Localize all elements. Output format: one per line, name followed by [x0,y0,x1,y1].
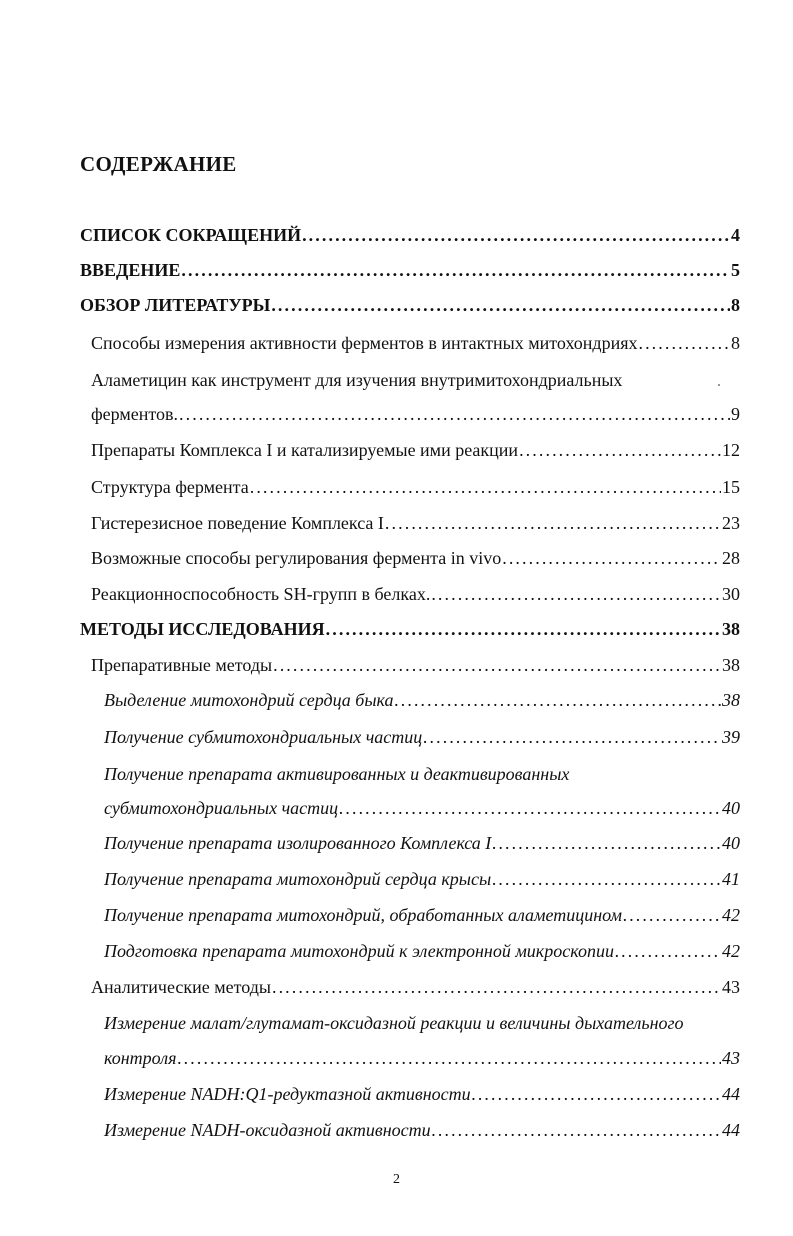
toc-entry-page: 44 [722,1120,740,1140]
toc-entry-analytic-3[interactable] [104,1120,740,1150]
toc-leader-dots [615,941,721,962]
toc-entry-page: 40 [722,798,740,818]
toc-leader-dots [273,655,721,676]
toc-leader-dots [250,477,721,498]
toc-leader-dots [472,1084,721,1105]
toc-leader-dots [181,260,730,281]
toc-entry-page: 42 [722,905,740,925]
toc-leader-dots [623,905,721,926]
toc-leader-dots [272,977,721,998]
toc-entry-page: 5 [731,260,740,280]
toc-entry-review-2[interactable] [91,404,740,434]
toc-entry-label: Структура фермента [91,477,249,497]
toc-entry-page: 8 [731,333,740,353]
toc-leader-dots [395,690,721,711]
toc-entry-analytic-1-line1[interactable]: Измерение малат/глутамат-оксидазной реакции и величины дыхательного [104,1013,684,1033]
toc-entry-page: 12 [722,440,740,460]
page-title: СОДЕРЖАНИЕ [80,152,237,176]
toc-entry-prep-2[interactable] [104,727,740,757]
toc-leader-dots [638,333,730,354]
toc-entry-page: 43 [722,977,740,997]
toc-entry-prep-6[interactable] [104,905,740,935]
toc-entry-page: 38 [722,619,740,639]
toc-entry-label: Измерение NADH:Q1-редуктазной активности [104,1084,471,1104]
toc-entry-prep[interactable] [91,655,740,685]
toc-leader-dots [177,1048,721,1069]
toc-entry-label: Выделение митохондрий сердца быка [104,690,394,710]
toc-entry-page: 39 [722,727,740,747]
toc-entry-label: Аналитические методы [91,977,271,997]
toc-entry-label: субмитохондриальных частиц [104,798,339,818]
toc-leader-dots [179,404,730,425]
toc-entry-review-5[interactable] [91,513,740,543]
toc-entry-label: Возможные способы регулирования фермента in vivo [91,548,502,568]
toc-entry-page: 40 [722,833,740,853]
toc-entry-review-1[interactable] [91,333,740,363]
toc-entry-analytic-1[interactable] [104,1048,740,1078]
toc-entry-page: 44 [722,1084,740,1104]
toc-entry-label: Гистерезисное поведение Комплекса I [91,513,384,533]
toc-entry-label: ОБЗОР ЛИТЕРАТУРЫ [80,295,271,315]
toc-entry-label: ферментов. [91,404,179,424]
toc-entry-label: ВВЕДЕНИЕ [80,260,181,280]
toc-entry-review-3[interactable] [91,440,740,470]
toc-leader-dots [271,295,730,316]
toc-entry-review-6[interactable] [91,548,740,578]
toc-entry-label: Получение препарата митохондрий, обработанных аламетицином [104,905,622,925]
toc-entry-review[interactable] [80,295,740,325]
toc-entry-page: 38 [722,690,740,710]
toc-leader-dots [385,513,721,534]
toc-leader-dots [432,1120,721,1141]
toc-entry-methods[interactable] [80,619,740,649]
toc-entry-analytic-2[interactable] [104,1084,740,1114]
toc-leader-dots [339,798,721,819]
toc-entry-page: 15 [722,477,740,497]
toc-entry-label: Получение субмитохондриальных частиц [104,727,423,747]
toc-entry-prep-7[interactable] [104,941,740,971]
toc-entry-abbreviations[interactable] [80,225,740,255]
toc-entry-page: 41 [722,869,740,889]
toc-entry-page: 23 [722,513,740,533]
toc-entry-prep-1[interactable] [104,690,740,720]
scan-speck [718,384,720,386]
toc-entry-label: Реакционноспособность SH-групп в белках. [91,584,431,604]
toc-entry-review-7[interactable] [91,584,740,614]
toc-entry-page: 43 [722,1048,740,1068]
toc-entry-label: Получение препарата митохондрий сердца крысы [104,869,492,889]
toc-entry-page: 8 [731,295,740,315]
toc-entry-label: Способы измерения активности ферментов в интактных митохондриях [91,333,638,353]
toc-entry-prep-5[interactable] [104,869,740,899]
toc-leader-dots [423,727,721,748]
toc-entry-label: Препараты Комплекса I и катализируемые ими реакции [91,440,519,460]
toc-entry-analytic[interactable] [91,977,740,1007]
toc-entry-review-2-line1[interactable]: Аламетицин как инструмент для изучения внутримитохондриальных [91,370,623,390]
toc-entry-page: 28 [722,548,740,568]
toc-entry-page: 4 [731,225,740,245]
toc-entry-prep-3[interactable] [104,798,740,828]
toc-leader-dots [519,440,721,461]
toc-leader-dots [326,619,721,640]
toc-entry-label: Препаративные методы [91,655,273,675]
toc-entry-label: СПИСОК СОКРАЩЕНИЙ [80,225,302,245]
page-number: 2 [393,1172,400,1187]
toc-entry-label: контроля [104,1048,177,1068]
toc-leader-dots [502,548,721,569]
toc-leader-dots [431,584,721,605]
toc-entry-label: МЕТОДЫ ИССЛЕДОВАНИЯ [80,619,325,639]
toc-entry-label: Измерение NADH-оксидазной активности [104,1120,431,1140]
toc-entry-introduction[interactable] [80,260,740,290]
toc-entry-page: 30 [722,584,740,604]
toc-leader-dots [302,225,730,246]
toc-entry-prep-4[interactable] [104,833,740,863]
toc-entry-prep-3-line1[interactable]: Получение препарата активированных и деактивированных [104,764,570,784]
toc-leader-dots [492,869,721,890]
toc-leader-dots [492,833,721,854]
toc-entry-review-4[interactable] [91,477,740,507]
toc-entry-page: 38 [722,655,740,675]
toc-entry-label: Получение препарата изолированного Комплекса I [104,833,492,853]
toc-entry-label: Подготовка препарата митохондрий к электронной микроскопии [104,941,614,961]
toc-entry-page: 9 [731,404,740,424]
toc-entry-page: 42 [722,941,740,961]
